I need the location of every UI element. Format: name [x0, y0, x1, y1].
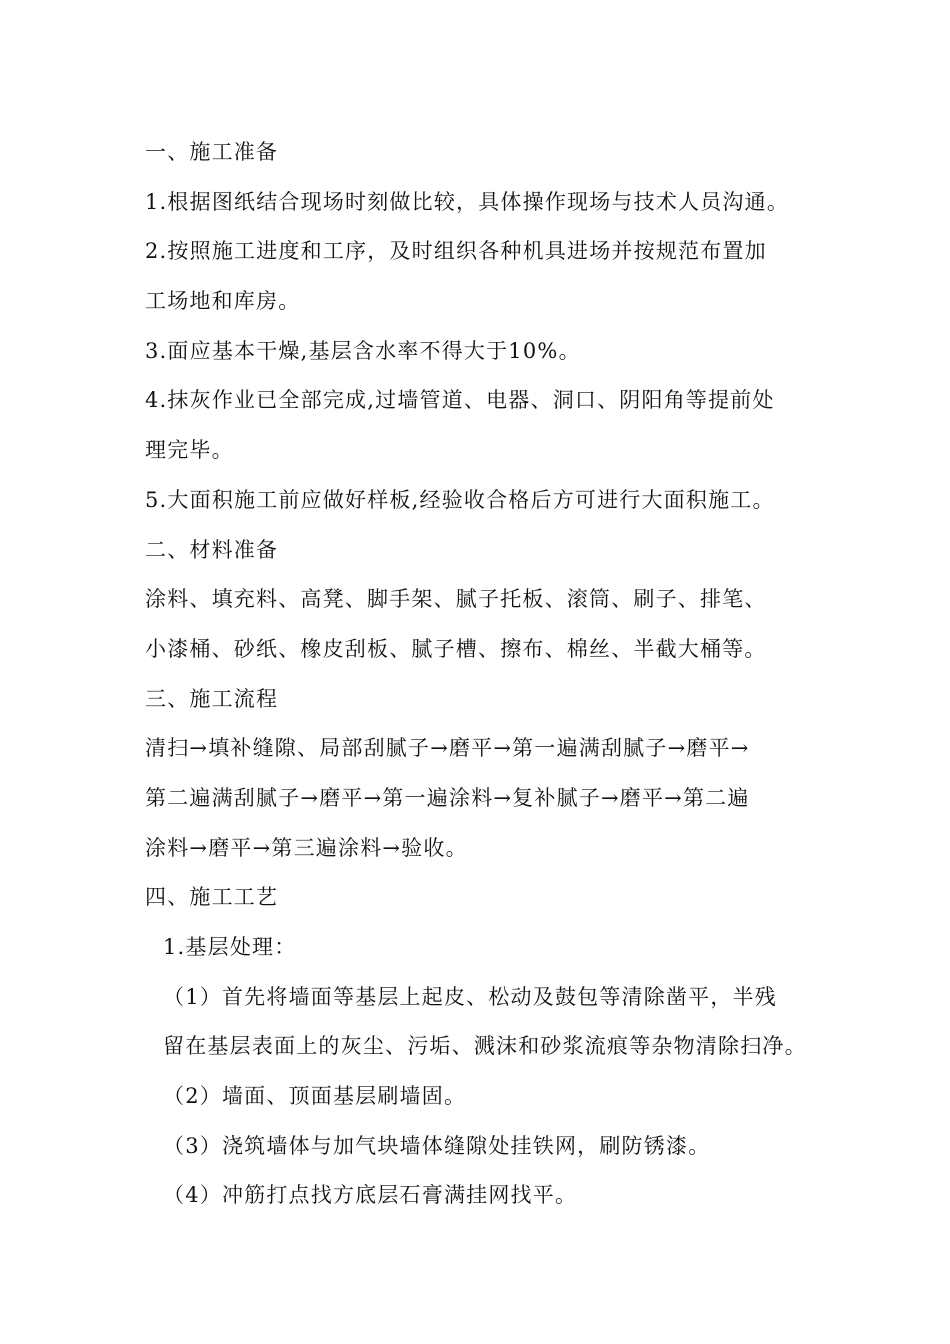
paragraph-line: （3）浇筑墙体与加气块墙体缝隙处挂铁网，刷防锈漆。 — [163, 1134, 711, 1158]
paragraph-line: 理完毕。 — [145, 438, 234, 462]
heading-construction-technique: 四、施工工艺 — [145, 885, 279, 909]
heading-construction-preparation: 一、施工准备 — [145, 140, 279, 164]
paragraph-line: 留在基层表面上的灰尘、污垢、溅沫和砂浆流痕等杂物清除扫净。 — [163, 1034, 807, 1058]
heading-material-preparation: 二、材料准备 — [145, 538, 279, 562]
paragraph-line: 涂料、填充料、高凳、脚手架、腻子托板、滚筒、刷子、排笔、 — [145, 587, 767, 611]
paragraph-line: 工场地和库房。 — [145, 289, 301, 313]
paragraph-line: 涂料→磨平→第三遍涂料→验收。 — [145, 836, 468, 860]
paragraph-line: 清扫→填补缝隙、局部刮腻子→磨平→第一遍满刮腻子→磨平→ — [145, 736, 750, 760]
subheading-base-treatment: 1.基层处理： — [163, 935, 297, 959]
paragraph-line: 4.抹灰作业已全部完成,过墙管道、电器、洞口、阴阳角等提前处 — [145, 388, 775, 412]
paragraph-line: （2）墙面、顶面基层刷墙固。 — [163, 1084, 467, 1108]
paragraph-line: 1.根据图纸结合现场时刻做比较，具体操作现场与技术人员沟通。 — [145, 190, 790, 214]
paragraph-line: 5.大面积施工前应做好样板,经验收合格后方可进行大面积施工。 — [145, 488, 775, 512]
paragraph-line: 第二遍满刮腻子→磨平→第一遍涂料→复补腻子→磨平→第二遍 — [145, 786, 750, 810]
paragraph-line: （1）首先将墙面等基层上起皮、松动及鼓包等清除凿平，半残 — [163, 985, 777, 1009]
paragraph-line: （4）冲筋打点找方底层石膏满挂网找平。 — [163, 1183, 578, 1207]
paragraph-line: 2.按照施工进度和工序，及时组织各种机具进场并按规范布置加 — [145, 239, 767, 263]
paragraph-line: 3.面应基本干燥,基层含水率不得大于10%。 — [145, 339, 581, 363]
paragraph-line: 小漆桶、砂纸、橡皮刮板、腻子槽、擦布、棉丝、半截大桶等。 — [145, 637, 767, 661]
heading-construction-process: 三、施工流程 — [145, 687, 279, 711]
